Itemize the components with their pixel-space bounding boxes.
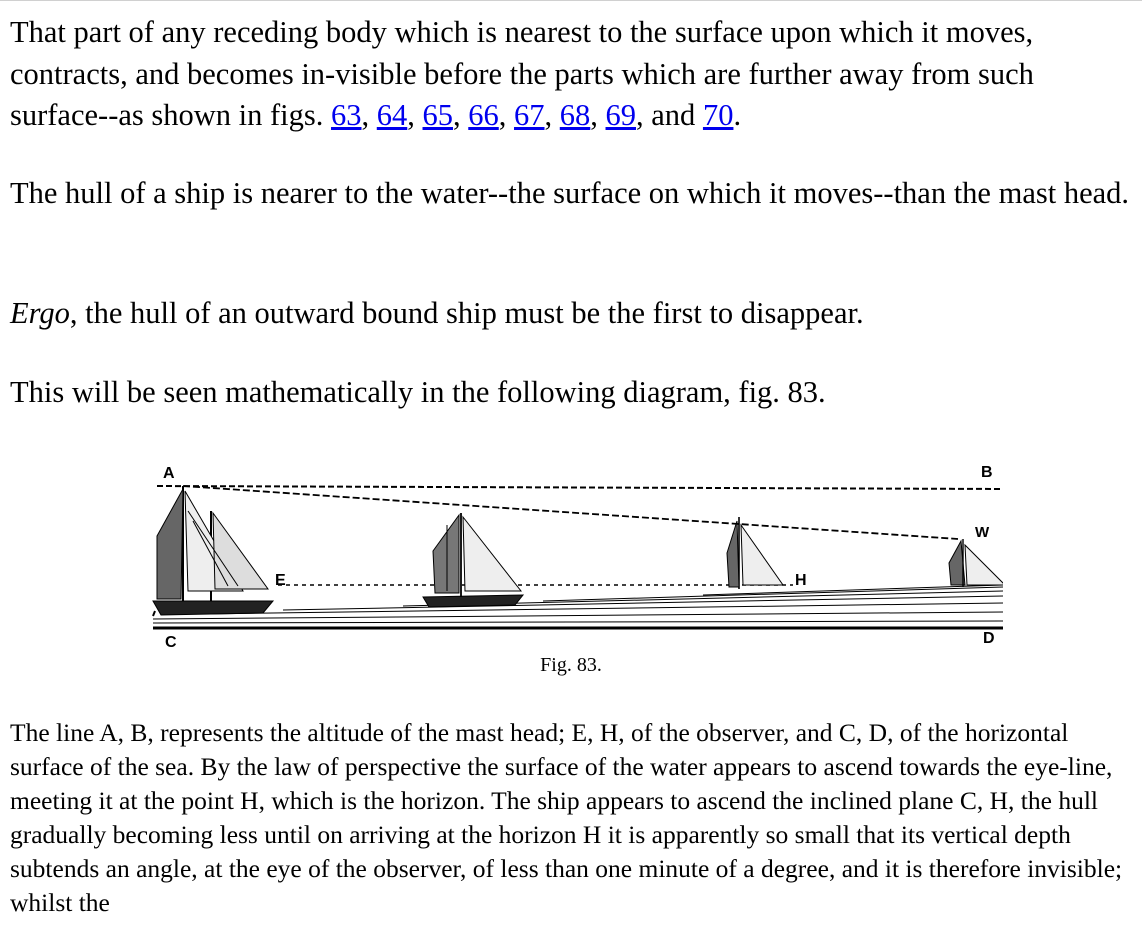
label-w: W	[975, 524, 990, 541]
label-e: E	[275, 572, 286, 589]
paragraph-4: This will be seen mathematically in the following diagram, fig. 83.	[10, 375, 826, 409]
label-d: D	[983, 630, 995, 647]
fig-link-66[interactable]: 66	[468, 98, 499, 132]
paragraph-1: That part of any receding body which is nearest to the surface upon which it moves, contracts, and becomes in-visible before the parts which are further away from such surface--as shown in figs. 63, 64, 65, 66, 67, 68, 69, and 70.	[10, 15, 1034, 132]
top-border	[0, 0, 1142, 1]
ship-near-icon	[153, 486, 273, 615]
paragraph-2: The hull of a ship is nearer to the water--the surface on which it moves--than the mast head.	[10, 176, 1130, 210]
paragraph-1-text: That part of any receding body which is nearest to the surface upon which it moves, contracts, and becomes in-visible before the parts which are further away from such surface--as shown in figs.	[10, 15, 1034, 132]
ship-far-icon	[727, 517, 783, 589]
ergo-italic: Ergo	[10, 296, 70, 330]
label-b: B	[981, 464, 993, 481]
label-c: C	[165, 634, 177, 651]
fig-link-70[interactable]: 70	[702, 98, 734, 132]
paragraph-3-text: , the hull of an outward bound ship must be the first to disappear.	[69, 296, 864, 330]
line-mast-recession	[183, 486, 958, 539]
ship-middle-icon	[423, 513, 523, 607]
figure-caption: Fig. 83.	[540, 654, 602, 676]
sea-surface	[153, 585, 1003, 628]
label-h: H	[795, 572, 807, 589]
fig-link-69[interactable]: 69	[605, 98, 637, 132]
fig-link-67[interactable]: 67	[514, 98, 545, 132]
fig-link-68[interactable]: 68	[559, 98, 591, 132]
label-a: A	[163, 465, 175, 482]
paragraph-3	[10, 293, 864, 335]
paragraph-5: The line A, B, represents the altitude of the mast head; E, H, of the observer, and C, D, of the horizontal surface of the sea. By the law of perspective the surface of the water appears to ascend towards the eye-line, meeting it at the point H, which is the horizon. The ship appears to ascend the inclined plane C, H, the hull gradually becoming less until on arriving at the horizon H it is apparently so small that its vertical depth subtends an angle, at the eye of the observer, of less than one minute of a degree, and it is therefore invisible; whilst the	[10, 718, 1123, 917]
ship-horizon-icon	[949, 539, 1003, 587]
fig-83-illustration	[143, 451, 1003, 651]
fig-link-65[interactable]: 65	[422, 98, 454, 132]
line-a-b	[157, 486, 1003, 489]
fig-link-64[interactable]: 64	[376, 98, 408, 132]
fig-link-63[interactable]: 63	[331, 98, 362, 132]
